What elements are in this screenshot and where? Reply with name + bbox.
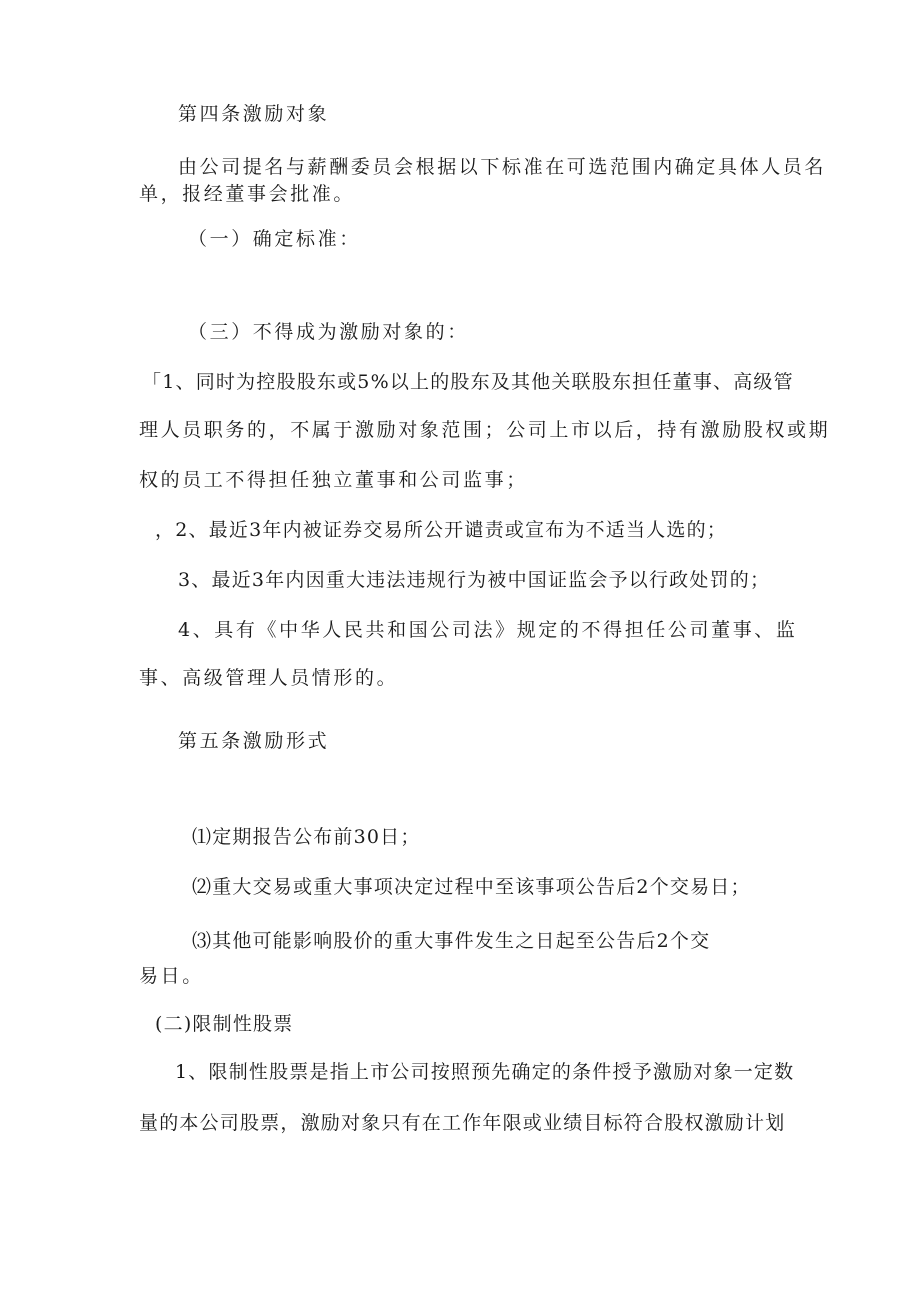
exclusion-item3: 3、最近3年内因重大违法违规行为被中国证监会予以行政处罚的； — [178, 569, 771, 591]
article4-intro-line2: 单，报经董事会批准。 — [139, 183, 356, 205]
exclusion-item1-line3: 权的员工不得担任独立董事和公司监事； — [139, 469, 528, 491]
exclusion-item2: ，2、最近3年内被证券交易所公开谴责或宣布为不适当人选的； — [155, 519, 727, 541]
period-item3-line1: ⑶其他可能影响股价的重大事件发生之日起至公告后2个交 — [192, 930, 711, 952]
article4-intro-line1: 由公司提名与薪酬委员会根据以下标准在可选范围内确定具体人员名 — [178, 156, 827, 178]
criteria-heading: （一）确定标准： — [188, 228, 361, 250]
restricted-item1-line1: 1、限制性股票是指上市公司按照预先确定的条件授予激励对象一定数 — [175, 1061, 795, 1083]
article5-title: 第五条激励形式 — [178, 730, 330, 752]
period-item2: ⑵重大交易或重大事项决定过程中至该事项公告后2个交易日； — [192, 876, 751, 898]
restricted-item1-line2: 量的本公司股票，激励对象只有在工作年限或业绩目标符合股权激励计划 — [139, 1112, 786, 1134]
restricted-heading: (二)限制性股票 — [155, 1013, 294, 1035]
exclusion-item1-line2: 理人员职务的，不属于激励对象范围；公司上市以后，持有激励股权或期 — [139, 419, 831, 441]
exclusion-item1-line1: 「1、同时为控股股东或5%以上的股东及其他关联股东担任董事、高级管 — [142, 371, 794, 393]
period-item3-line2: 易日。 — [139, 965, 204, 987]
article4-title: 第四条激励对象 — [178, 103, 330, 125]
exclusion-item4-line2: 事、高级管理人员情形的。 — [139, 667, 399, 689]
exclusion-item4-line1: 4、具有《中华人民共和国公司法》规定的不得担任公司董事、监 — [178, 619, 798, 641]
period-item1: ⑴定期报告公布前30日； — [192, 826, 421, 848]
exclusion-heading: （三）不得成为激励对象的： — [188, 321, 469, 343]
